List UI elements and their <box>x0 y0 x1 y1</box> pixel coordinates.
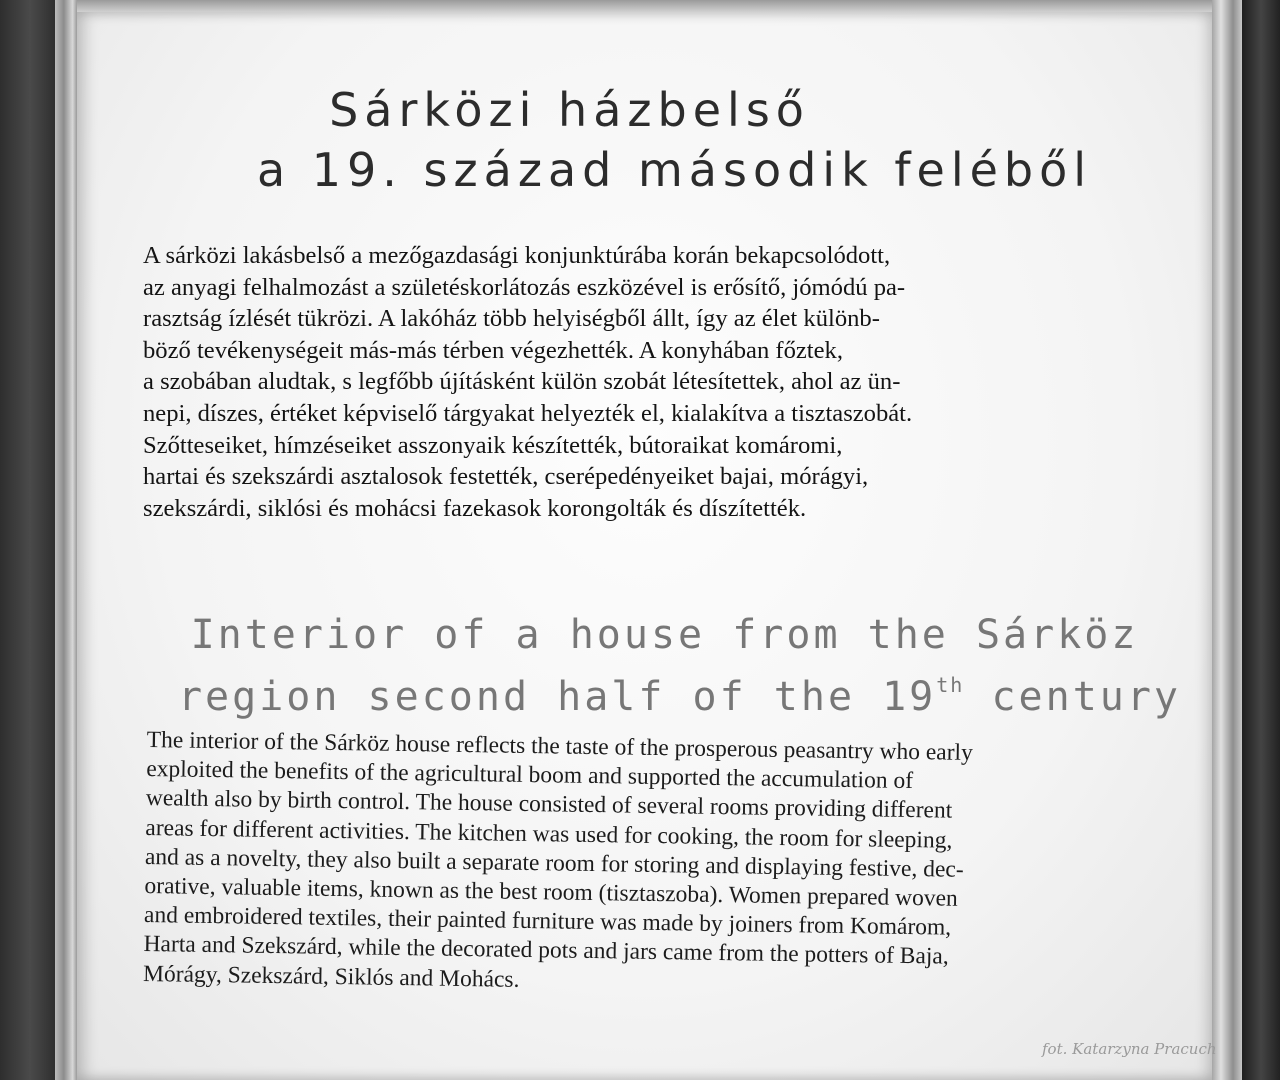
english-title-line-2-suffix: century <box>964 674 1182 720</box>
hungarian-text-line: hartai és szekszárdi asztalosok festették, cserépedényeiket bajai, mórágyi, <box>143 463 869 491</box>
english-title-line-1: Interior of a house from the Sárköz <box>190 612 1139 658</box>
english-text-line: areas for different activities. The kitchen was used for cooking, the room for sleeping, <box>145 814 953 854</box>
hungarian-title-line-1: Sárközi házbelső <box>329 83 810 137</box>
english-title <box>77 610 1212 722</box>
hungarian-title-line-2: a 19. század második feléből <box>256 143 1093 197</box>
hungarian-title <box>77 80 1212 200</box>
english-text-line: Harta and Szekszárd, while the decorated pots and jars came from the potters of Baja, <box>143 931 949 971</box>
english-title-line-2 <box>77 660 1212 722</box>
english-text-line: exploited the benefits of the agricultural boom and supported the accumulation of <box>146 756 914 795</box>
sign-frame-right <box>1212 0 1242 1080</box>
information-sign <box>77 12 1212 1080</box>
hungarian-text-line: böző tevékenységeit más-más térben végezhették. A konyhában főztek, <box>143 336 843 364</box>
english-text-line: and as a novelty, they also built a separate room for storing and displaying festive, dec- <box>144 843 964 883</box>
english-text-line: Mórágy, Szekszárd, Siklós and Mohács. <box>142 960 520 993</box>
hungarian-text-line: A sárközi lakásbelső a mezőgazdasági konjunktúrába korán bekapcsolódott, <box>143 242 891 269</box>
english-body-text <box>143 726 1132 1004</box>
english-text-line: orative, valuable items, known as the best room (tisztaszoba). Women prepared woven <box>144 872 958 912</box>
english-title-superscript: th <box>936 673 965 697</box>
hungarian-text-line: a szobában aludtak, s legfőbb újításként külön szobát létesítettek, ahol az ün- <box>143 368 901 396</box>
background-wall <box>1242 0 1280 1080</box>
hungarian-text-line: szekszárdi, siklósi és mohácsi fazekasok korongolták és díszítették. <box>143 494 807 522</box>
english-title-line-2-prefix: region second half of the 19 <box>177 674 937 720</box>
english-text-line: wealth also by birth control. The house consisted of several rooms providing different <box>145 785 953 825</box>
hungarian-text-line: Szőtteseiket, hímzéseiket asszonyaik készítették, bútoraikat komáromi, <box>143 431 843 459</box>
english-text-line: and embroidered textiles, their painted furniture was made by joiners from Komárom, <box>143 902 952 941</box>
sign-frame-left <box>55 0 77 1080</box>
hungarian-body-text <box>143 240 1118 524</box>
english-text-line: The interior of the Sárköz house reflects the taste of the prosperous peasantry who early <box>146 726 974 766</box>
sign-frame-top <box>55 0 1242 12</box>
hungarian-text-line: nepi, díszes, értéket képviselő tárgyakat helyezték el, kialakítva a tisztaszobát. <box>143 399 913 427</box>
photo-credit-watermark: fot. Katarzyna Pracuch <box>1042 1040 1217 1058</box>
hungarian-text-line: rasztság ízlését tükrözi. A lakóház több helyiségből állt, így az élet különb- <box>143 305 880 333</box>
hungarian-text-line: az anyagi felhalmozást a születéskorlátozás eszközével is erősítő, jómódú pa- <box>143 273 906 301</box>
